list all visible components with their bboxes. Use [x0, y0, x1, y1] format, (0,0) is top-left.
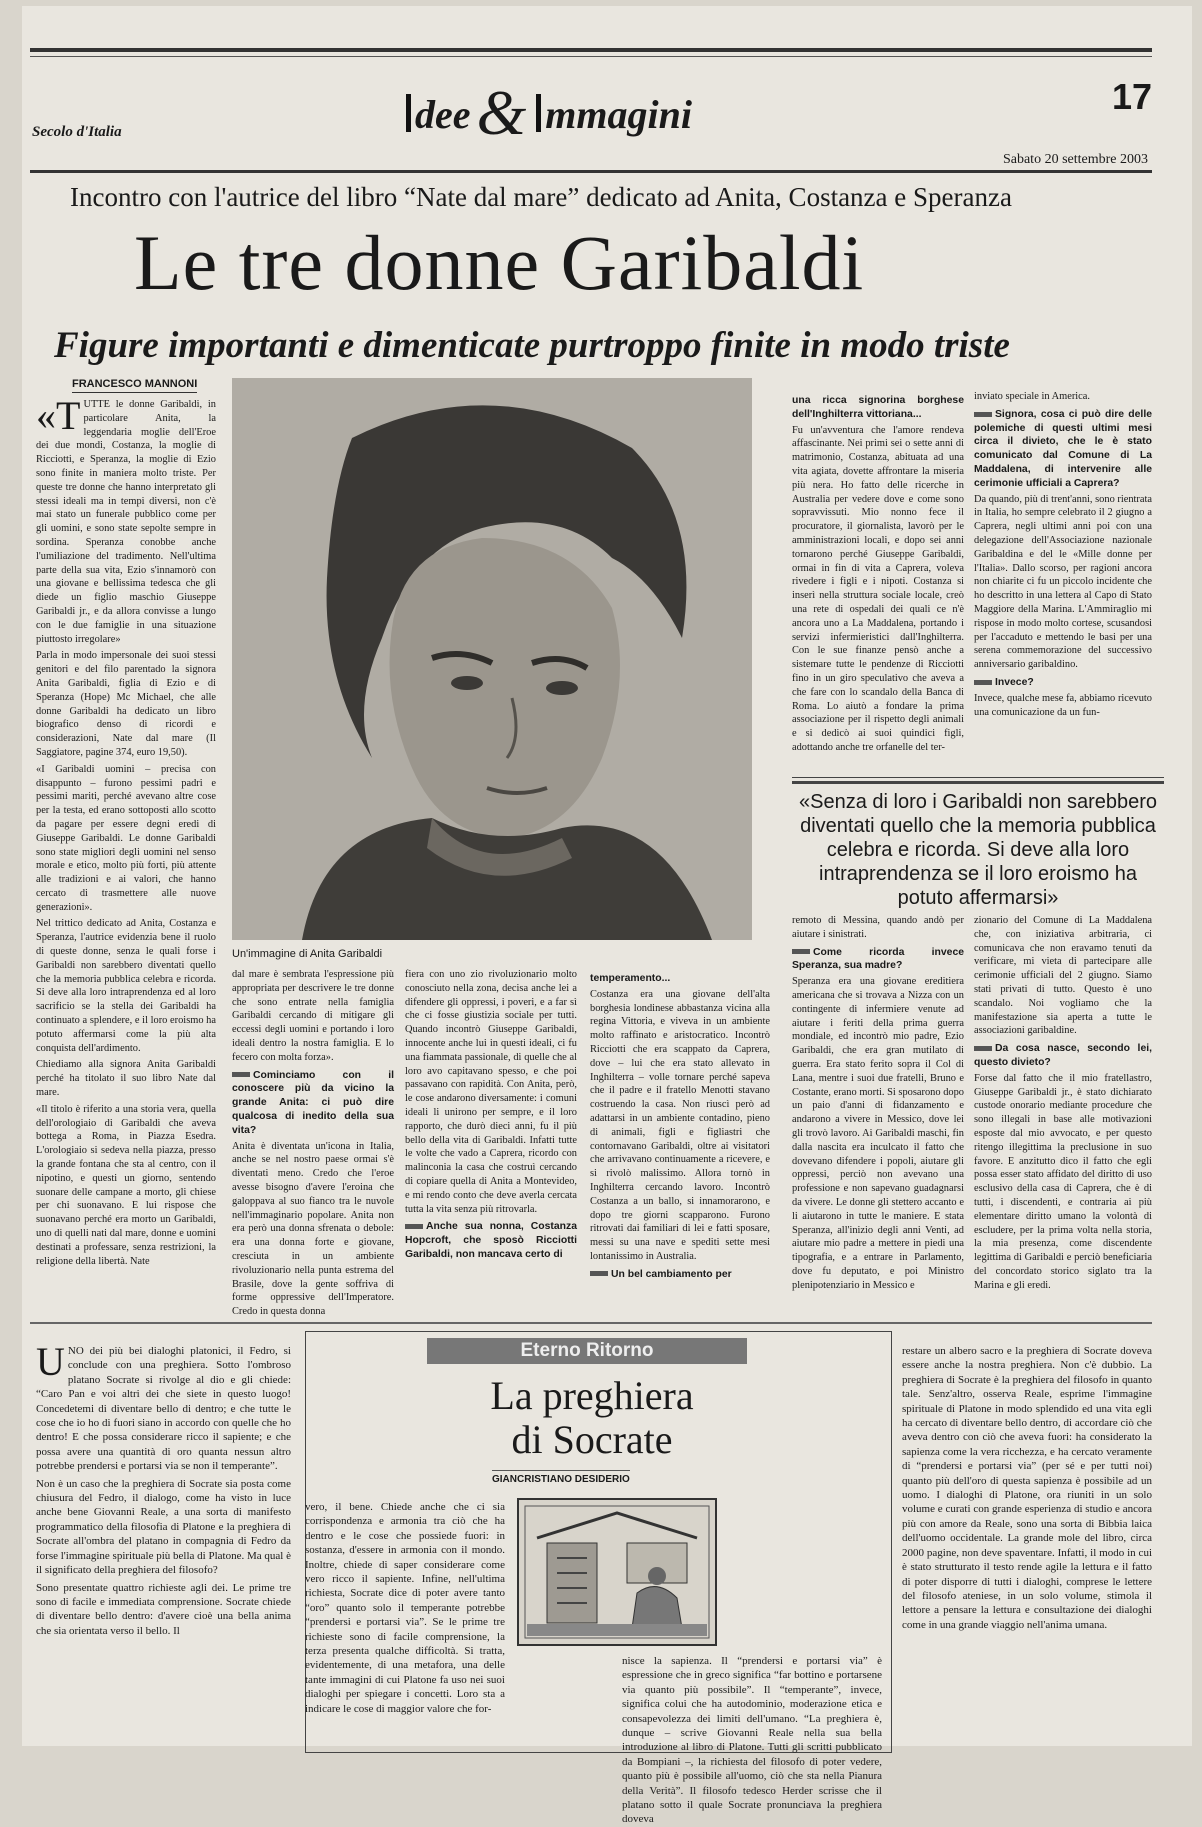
- box-rubric: Eterno Ritorno: [427, 1338, 747, 1364]
- box-title: La preghiera di Socrate: [490, 1373, 694, 1462]
- portrait-photo: [232, 378, 752, 940]
- issue-date: Sabato 20 settembre 2003: [1002, 152, 1148, 167]
- article-column-5: una ricca signorina borghese dell'Inghilterra vittoriana... Fu un'avventura che l'amore rendeva affascinante. Nei primi sei o sette anni di matrimonio, Costanza, abituata ad una vita agiata, dovette affrontare la miseria più nera. Ho fatto delle ricerche in Australia per vedere dove e come sono sopravvissuti. Mio nonno fece il procuratore, il giornalista, lavorò per le amministrazioni locali, e dopo sei anni tornarono perché Giuseppe Garibaldi, ormai in fin di vita a Caprera, voleva rivedere i figli e i nipoti. Costanza si inserì nella struttura sociale locale, creò una rete di ospedali dei quali ce n'è ancora uno a La Maddalena, portando i servizi infermieristici dall'Inghilterra. Con le sue finanze pensò anche a sistemare tutte le pendenze di Ricciotti fino in un giro speculativo che aveva a che fare con lo scandalo della Banca di Roma. Lo aiutò a fondare la prima associazione per il rispetto degli animali e si dedicò ai suoi quindici figli, adottando anche tre orfanelle del ter-: [792, 395, 964, 753]
- article-column-3: fiera con uno zio rivoluzionario molto conosciuto nella zona, decisa anche lei a difendere gli oppressi, i poveri, e a far sì che ci fosse giustizia sociale per tutti. Quando incontrò Giuseppe Garibaldi, innocente anche lui in questi ideali, ci fu una fiammata passionale, di quelle che al loro avo capitavano spesso, e che poi passavano con rapidità. Con Anita, però, le cose andarono diversamente: i comuni ideali li unirono per sempre, e il loro rapporto, che durò dieci anni, fu il più bello della vita di Garibaldi. Infatti tutte le volte che vado a Caprera, ricordo con malinconia la casa che costruì cercando di copiare quella di Anita a Montevideo, e mi rendo conto che deve averla cercata tutta la vita senza più ritrovarla. Anche sua nonna, Costanza Hopcroft, che sposò Ricciotti Garibaldi, non mancava certo di: [405, 969, 577, 1260]
- top-rule-thin: [30, 56, 1152, 57]
- interview-question: Anche sua nonna, Costanza Hopcroft, che sposò Ricciotti Garibaldi, non mancava certo di: [405, 1221, 577, 1260]
- page-number: 17: [1111, 76, 1152, 117]
- box-column-mid-left: vero, il bene. Chiede anche che ci sia corrispondenza e armonia tra ciò che ha dentro e le cose che possiede fuori: in sostanza, d'essere in armonia con il mondo. Inoltre, chiede di saper considerare come vero ricco il sapiente. Infine, nell'ultima richiesta, Socrate dice di poter avere tanto “oro” quanto solo il temperante potrebbe “prendersi e portarsi via”. Se le prime tre richieste sono di facile comprensione, la terza presenta qualche difficoltà. Si tratta, evidentemente, di una metafora, una delle tante immagini di cui Platone fa uso nei suoi dialoghi per spiegare i concetti. Loro sta a indicare le cose di maggior valore che for-: [305, 1501, 505, 1715]
- interview-question: Cominciamo con il conoscere più da vicino la grande Anita: ci può dire qualcosa di inedito della sua vita?: [232, 1069, 394, 1136]
- section-rule: [30, 1322, 1152, 1324]
- newspaper-page: [22, 6, 1192, 1826]
- article-column-6: inviato speciale in America. Signora, cosa ci può dire delle polemiche di questi ultimi mesi circa il divieto, che le è stato comunicato dal Comune di La Maddalena, di intervenire alle cerimonie ufficiali a Caprera? Da quando, più di trent'anni, sono rientrata in Italia, ho sempre celebrato il 2 giugno a Caprera, negli ultimi anni poi con una delegazione dell'Associazione nazionale Garibaldina e del le «Mille donne per l'Italia». Dallo scorso, per ragioni ancora non chiarite ci fu un piccolo incidente che ho descritto in una lettera al Capo di Stato Maggiore della Marina. L'Ammiraglio mi rispose in modo molto cortese, scusandosi per l'accaduto e mettendo le basi per una serena commemorazione del successivo anniversario garibaldino. Invece? Invece, qualche mese fa, abbiamo ricevuto una comunicazione da un fun-: [974, 391, 1152, 718]
- headline: Le tre donne Garibaldi: [134, 219, 865, 306]
- article-column-1: «TUTTE le donne Garibaldi, in particolare Anita, la leggendaria moglie dell'Eroe dei due mondi, Costanza, la moglie di Ricciotti, e Speranza, la moglie di Ezio sono finite in maniera molto triste. Per queste tre donne che hanno interpretato gli stessi ideali ma in tempi diversi, non c'è mai stato un funerale pubblico come per gli uomini, e sono state sepolte sempre in sordina. Speranza conobbe anche l'umiliazione del tradimento. Nell'ultima parte della sua vita, Ezio s'innamorò con una giovane e bellissima tedesca che gli diede un figlio maschio Giuseppe Garibaldi jr., e da allora convisse a lungo con le due famiglie in una situazione piuttosto irregolare» Parla in modo impersonale dei suoi stessi genitori e del filo parentado la signora Anita Garibaldi, figlia di Ezio e di Speranza (Hope) Mc Michael, che alle donne Garibaldi ha dedicato un libro biografico denso di ricordi e considerazioni, Nate dal mare (Il Saggiatore, pagine 374, euro 19,50). «I Garibaldi uomini – precisa con disappunto – furono pessimi padri e pessimi mariti, perché avevano altre cose per la testa, ed erano sottoposti allo scotto da pagare per essere degni eredi di Giuseppe Garibaldi. Le donne Garibaldi sono state migliori degli uomini nel senso morale e etico, molto più forti, più attente alle tradizioni e ai valori, che hanno cercato di trasmettere alle nuove generazioni». Nel trittico dedicato ad Anita, Costanza e Speranza, l'autrice evidenzia bene il ruolo di queste donne, senza le quali forse i Garibaldi non sarebbero diventati quello che la memoria pubblica celebra e ricorda. Si deve alla loro intraprendenza ed al loro sacrificio se la stella dei Garibaldi ha continuato a splendere, e il loro eroismo ha potuto affermarsi come la più alta conquista dell'ardimento. Chiediamo alla signora Anita Garibaldi perché ha titolato il suo libro Nate dal mare. «Il titolo è riferito a una storia vera, quella dell'orologiaio di Garibaldi che aveva bottega a Roma, in Piazza Esedra. L'orologiaio si sedeva nella piazza, presso la grande fontana che sta al centro, con il nipotino, e questi un giorno, sentendo suonare delle campane a morto, gli chiese per chi suonavano. E lui rispose che suonavano perché era morto un Garibaldi, uno di quelli nati dal mare, donne e uomini destinati a professare, senza restrizioni, la religione della libertà. Nate: [36, 393, 216, 1267]
- interview-question: Come ricorda invece Speranza, sua madre?: [792, 946, 964, 972]
- header-rule: [30, 170, 1152, 173]
- interview-question: Un bel cambiamento per: [590, 1268, 770, 1282]
- top-rule: [30, 48, 1152, 52]
- byline: FRANCESCO MANNONI: [72, 378, 197, 393]
- interview-question: una ricca signorina borghese dell'Inghilterra vittoriana...: [792, 395, 964, 420]
- article-column-4: temperamento... Costanza era una giovane dell'alta borghesia londinese abbastanza vicina alla regina Vittoria, e viveva in un ambiente molto raffinato e aristocratico. Incontrò Ricciotti che era scappato da Caprera, dove – lui che era stato allevato in Inghilterra – volle tornare perché sapeva che il padre e il fratello Menotti stavano costruendo la casa. Non riuscì però ad adattarsi in un ambiente contadino, pieno di animali, figli e figliastri che contornavano Garibaldi, oltre ai visitatori che arrivavano continuamente a ricevere, e si rivolò malissimo. Allora tornò in Inghilterra cercando lavoro. Incontrò Costanza a un ballo, si innamorarono, e dopo tre giorni scapparono. Furono ritrovati dai familiari di lei e fatti sposare, messi su una nave e spediti sette mesi lontanissimo in Australia. Un bel cambiamento per: [590, 973, 770, 1280]
- engraving-illustration: [517, 1498, 717, 1646]
- subheadline: Figure importanti e dimenticate purtroppo finite in modo triste: [54, 325, 1010, 366]
- box-column-mid-right: nisce la sapienza. Il “prendersi e portarsi via” è espressione che in greco significa “far bottino e portarsene via quanto più possibile”. Il “temperante”, invece, significa colui che ha autodominio, moderazione etica e consapevolezza dei limiti dell'umano. “La preghiera è, dunque – scrive Giovanni Reale nella sua bella introduzione al libro di Platone. Tutti gli scritti pubblicato da Bompiani –, la richiesta del filosofo di poter vedere, quanto più è possibile all'uomo, ciò che sta nella Pianura della Verità”. Il filosofo tedesco Herder scrisse che il platano sotto il quale Socrate pronunciava la preghiera doveva: [622, 1655, 882, 1826]
- article-column-2: dal mare è sembrata l'espressione più appropriata per descrivere le tre donne che sono entrate nella famiglia Garibaldi cercando di mitigare gli eccessi degli uomini e portando i loro ideali dentro la nostra famiglia. E lo fecero con molta forza». Cominciamo con il conoscere più da vicino la grande Anita: ci può dire qualcosa di inedito della sua vita? Anita è diventata un'icona in Italia, anche se nel nostro paese ormai s'è diventati meno. Credo che l'eroe avesse bisogno d'avere l'eroina che galoppava al suo fianco tra le nuvole nell'immaginario popolare. Anita non era però una donna sfrenata o debole: era una donna forte e giovane, cresciuta in un ambiente rivoluzionario nella punta estrema del Brasile, dove la gente soffriva di forme oppressive dell'Imperatore. Credo in questa donna: [232, 969, 394, 1318]
- article-column-7: remoto di Messina, quando andò per aiutare i sinistrati. Come ricorda invece Speranza, sua madre? Speranza era una giovane ereditiera americana che si trovava a Nizza con un contingente di infermiere venute ad aiutare i feriti della prima guerra mondiale, ed incontrò mio padre, Ezio Garibaldi, che era gran mutilato di guerra. Era stato ferito sopra il Col di Lana, mentre i suoi due fratelli, Bruno e Costante, erano morti. Si sposarono dopo un paio d'anni di fidanzamento e andarono a vivere in Messico, dove lei gli trovò lavoro. Ai Garibaldi maschi, fin dalla nascita era inculcato il fatto che dovevano difendere i popoli, aiutare gli oppressi, perciò non avevano una professione e non sapevano guadagnarsi da vivere. Le donne gli stettero accanto e li aiutarono in tutte le maniere. E stata Speranza, all'inizio degli anni Venti, ad aiutare mio padre a mettere in piedi una tipografia, e a entrare in Parlamento, dove fu deputato, e poi Ministro plenipotenziario in Messico e: [792, 915, 964, 1291]
- interview-question: temperamento...: [590, 973, 671, 984]
- section-title: dee& mmagini: [402, 76, 692, 150]
- dropcap: «T: [36, 393, 81, 438]
- dropcap: U: [36, 1339, 65, 1384]
- paper-name: Secolo d'Italia: [32, 124, 122, 140]
- kicker: Incontro con l'autrice del libro “Nate dal mare” dedicato ad Anita, Costanza e Speranza: [70, 182, 1012, 212]
- article-column-8: zionario del Comune di La Maddalena che, con iniziativa arbitraria, ci comunicava che non eravamo tenuti da verificare, mi vieta di partecipare alle cerimonie ufficiali del 2 giugno. Siamo stati privati di tutto. Questo è uno scandalo. Noi vogliamo che la manifestazione sia aperta a tutte le associazioni garibaldine. Da cosa nasce, secondo lei, questo divieto? Forse dal fatto che il mio fratellastro, Giuseppe Garibaldi jr., è stato dichiarato custode onorario mediante procedure che sono illegali in base alle motivazioni esposte dal mio avvocato, e per questo ritengo illegittima la preclusione in suo favore. E anzitutto dico il fatto che egli possa esser stato affidato del diritto di uso esclusivo della casa di Caprera, che è di tutti, i discendenti, e contraria ai più elementare diritto umano la volontà di escludere, per la prima volta nella storia, la mia presenza, come discendente legittima di Garibaldi e perciò beneficiaria del concordato storico siglato tra la Marina e gli eredi.: [974, 915, 1152, 1291]
- interview-question: Da cosa nasce, secondo lei, questo divieto?: [974, 1043, 1152, 1068]
- interview-question: Signora, cosa ci può dire delle polemiche di questi ultimi mesi circa il divieto, che le è stato comunicato dal Comune di La Maddalena, di intervenire alle cerimonie ufficiali a Caprera?: [974, 408, 1152, 489]
- box-column-left: UNO dei più bei dialoghi platonici, il Fedro, si conclude con una preghiera. Sotto l'ombroso platano Socrate si rivolge al dio e gli chiede: “Caro Pan e voi altri dei che siete in questo luogo! Concedetemi di diventare bello di dentro; e che tutte le cose che io ho di fuori siano in accordo con quelle che ho dentro! E che possa considerare ricco il sapiente; e che possa avere una quantità di oro quanta nessun altro potrebbe prendersi e portarsi via se non il temperante”. Non è un caso che la preghiera di Socrate sia posta come chiusura del Fedro, il dialogo, come ha visto in luce anche bene Giovanni Reale, a una sorta di manifesto programmatico della filosofia di Platone e la preghiera di Socrate all'ombra del platano in compagnia di Fedro da forse l'immagine spirituale più bella di Platone. Ma qual è il significato della preghiera del filosofo? Sono presentate quattro richieste agli dei. Le prime tre sono di facile e immediata comprensione. Socrate chiede di diventare bello dentro: d'avere cioè una bella anima che sia orientata verso il bello. Il: [36, 1339, 291, 1637]
- interview-question: Invece?: [974, 676, 1152, 690]
- box-byline: GIANCRISTIANO DESIDERIO: [492, 1470, 630, 1485]
- photo-caption: Un'immagine di Anita Garibaldi: [232, 948, 383, 960]
- pull-quote: «Senza di loro i Garibaldi non sarebbero diventati quello che la memoria pubblica celebra e ricorda. Si deve alla loro intraprendenza se il loro eroismo ha potuto affermarsi»: [792, 781, 1164, 910]
- box-column-right: restare un albero sacro e la preghiera di Socrate doveva essere anche la nostra preghiera. Non c'è dubbio. La preghiera di Socrate è la preghiera del filosofo in quanto tale. Senz'altro, osserva Reale, esprime l'immagine spirituale di Platone in modo splendido ed una vita egli ha cercato di diventare bello dentro, di accordare ciò che aveva dentro con ciò che aveva fuori: ha considerato la sapienza come la vera ricchezza, e ha cercato veramente di “prendersi e portarsi via” (per sé e per tutti noi) quanto più dell'oro di questa sapienza è possibile ad un uomo. I dialoghi di Platone, ora riuniti in un solo volume e curati con grande esperienza di studio e ancora più con amore da Reale, sono una sorta di Bibbia laica dell'uomo occidentale. La grande mole del libro, circa 2000 pagine, non deve spaventare. Infatti, il modo in cui è stato strutturato il testo rende agile la lettura e il fatto di poter disporre di tutti i dialoghi, comprese le lettere del filosofo ateniese, in un solo volume, stimola il lettore a pensare la lettura e consultazione dei dialoghi come in una grande viaggio nell'anima umana.: [902, 1345, 1152, 1631]
